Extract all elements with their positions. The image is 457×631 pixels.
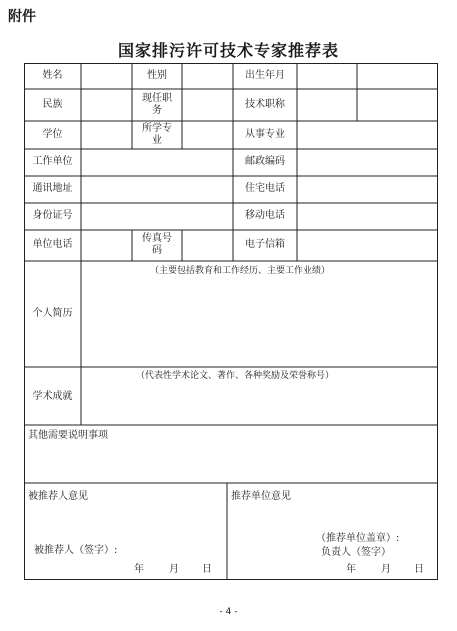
resume-note: （主要包括教育和工作经历、主要工作业绩） [150,266,331,276]
unit-date-day: 日 [414,564,424,575]
unit-opinion-label: 推荐单位意见 [231,491,291,502]
unit-date-year: 年 [346,564,356,575]
home-phone-label: 住宅电话 [245,183,285,194]
nominee-signature-label: 被推荐人（签字）: [34,545,118,556]
profession-label: 从事专业 [245,129,285,140]
achievements-label: 学术成就 [32,391,73,402]
unit-phone-label: 单位电话 [32,239,73,250]
page-number: - 4 - [219,607,238,617]
nominee-date-year: 年 [134,564,144,575]
name-label: 姓名 [42,70,63,81]
fax-label: 传真号码 [142,233,172,256]
unit-seal-label: （推荐单位盖章）: [316,533,400,544]
ethnicity-label: 民族 [42,99,63,110]
resume-label: 个人简历 [32,308,73,319]
nominee-date-day: 日 [202,564,212,575]
birth-label: 出生年月 [245,70,285,81]
other-notes-label: 其他需要说明事项 [28,430,108,441]
nominee-opinion-label: 被推荐人意见 [28,491,88,502]
nomination-form [24,63,438,580]
attachment-label: 附件 [8,9,36,25]
postal-code-label: 邮政编码 [245,156,285,167]
current-position-label: 现任职务 [142,93,172,116]
unit-date-month: 月 [381,564,391,575]
id-number-label: 身份证号 [32,210,73,221]
email-label: 电子信箱 [245,239,285,250]
degree-label: 学位 [42,129,63,140]
address-label: 通讯地址 [32,183,73,194]
nominee-date-month: 月 [169,564,179,575]
form-title: 国家排污许可技术专家推荐表 [117,41,339,60]
mobile-label: 移动电话 [245,210,285,221]
achievements-note: （代表性学术论文、著作、各种奖励及荣誉称号） [136,371,335,381]
major-label: 所学专业 [142,123,172,146]
person-in-charge-label: 负责人（签字） [321,547,391,558]
gender-label: 性别 [147,70,167,81]
work-unit-label: 工作单位 [32,156,73,167]
tech-title-label: 技术职称 [245,99,285,110]
